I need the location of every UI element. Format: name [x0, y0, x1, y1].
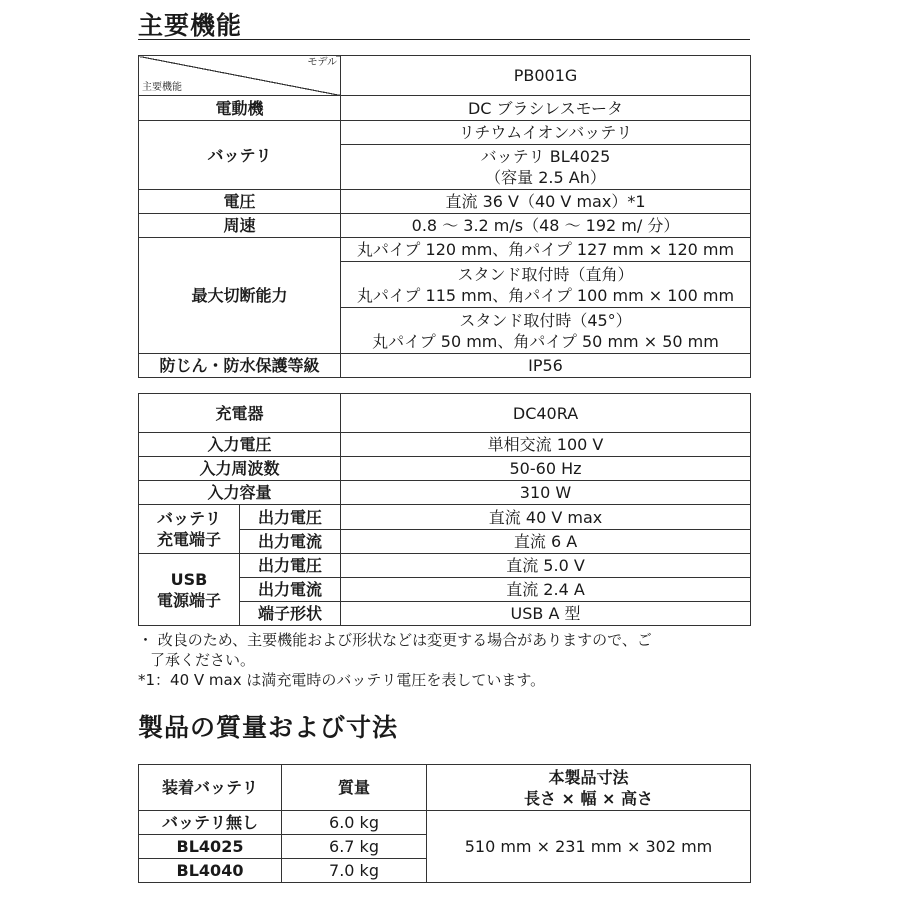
ip-value: IP56	[341, 354, 751, 378]
col-header-weight: 質量	[282, 765, 427, 811]
cut-stand-45-title: スタンド取付時（45°）	[459, 310, 632, 330]
usb-out-current-value: 直流 2.4 A	[341, 578, 751, 602]
usb-out-current-label: 出力電流	[240, 578, 341, 602]
input-capacity-label: 入力容量	[139, 481, 341, 505]
row-battery-none: バッテリ無し	[139, 811, 282, 835]
dimensions-header-line1: 本製品寸法	[548, 767, 629, 787]
note-improvement-cont: 了承ください。	[150, 651, 256, 669]
row-battery-bl4040: BL4040	[139, 859, 282, 883]
corner-model-label: モデル	[307, 57, 337, 68]
usb-terminal-line2: 電源端子	[156, 590, 221, 610]
spec-table	[138, 55, 751, 378]
table-row	[139, 811, 751, 835]
corner-function-label: 主要機能	[142, 82, 182, 93]
input-voltage-label: 入力電圧	[139, 433, 341, 457]
battery-model-line: バッテリ BL4025	[480, 147, 611, 166]
model-value: PB001G	[341, 56, 751, 96]
dimensions-value: 510 mm × 231 mm × 302 mm	[427, 811, 751, 883]
section-title-weight-dimensions: 製品の質量および寸法	[138, 713, 399, 742]
weight-table	[138, 764, 751, 883]
input-frequency-label: 入力周波数	[139, 457, 341, 481]
battery-out-current-value: 直流 6 A	[341, 530, 751, 554]
usb-terminal-shape-label: 端子形状	[240, 602, 341, 626]
section-title-main-functions: 主要機能	[138, 11, 243, 40]
usb-out-voltage-value: 直流 5.0 V	[341, 554, 751, 578]
cut-stand-right-angle-title: スタンド取付時（直角）	[457, 264, 634, 284]
speed-label: 周速	[139, 214, 341, 238]
note-improvement: ・ 改良のため、主要機能および形状などは変更する場合がありますので、ご	[138, 631, 652, 649]
voltage-value: 直流 36 V（40 V max）*1	[341, 190, 751, 214]
input-frequency-value: 50-60 Hz	[341, 457, 751, 481]
notes	[138, 630, 752, 690]
input-voltage-value: 単相交流 100 V	[341, 433, 751, 457]
speed-value: 0.8 ～ 3.2 m/s（48 ～ 192 m/ 分）	[341, 214, 751, 238]
row-weight-none: 6.0 kg	[282, 811, 427, 835]
motor-value: DC ブラシレスモータ	[341, 96, 751, 121]
note-footnote-1: *1：40 V max は満充電時のバッテリ電圧を表しています。	[138, 671, 546, 689]
cut-capacity-stand-45	[341, 308, 751, 354]
charger-model-value: DC40RA	[341, 394, 751, 433]
cut-stand-right-angle-value: 丸パイプ 115 mm、角パイプ 100 mm × 100 mm	[356, 285, 735, 305]
motor-label: 電動機	[139, 96, 341, 121]
battery-terminal-line2: 充電端子	[156, 530, 221, 549]
battery-label: バッテリ	[139, 121, 341, 190]
usb-terminal-line1: USB	[170, 569, 208, 589]
cut-capacity-stand-right-angle	[341, 262, 751, 308]
charger-table	[138, 393, 751, 626]
battery-type-value: リチウムイオンバッテリ	[341, 121, 751, 145]
ip-label: 防じん・防水保護等級	[139, 354, 341, 378]
usb-terminal-shape-value: USB A 型	[341, 602, 751, 626]
charger-label: 充電器	[139, 394, 341, 433]
row-weight-bl4025: 6.7 kg	[282, 835, 427, 859]
table-corner	[139, 56, 341, 96]
title-rule	[138, 39, 750, 40]
row-battery-bl4025: BL4025	[139, 835, 282, 859]
row-weight-bl4040: 7.0 kg	[282, 859, 427, 883]
battery-out-voltage-value: 直流 40 V max	[341, 505, 751, 530]
col-header-battery: 装着バッテリ	[139, 765, 282, 811]
cut-capacity-standard: 丸パイプ 120 mm、角パイプ 127 mm × 120 mm	[341, 238, 751, 262]
battery-terminal-line1: バッテリ	[156, 509, 221, 528]
dimensions-header-line2: 長さ × 幅 × 高さ	[523, 788, 654, 808]
battery-out-voltage-label: 出力電圧	[240, 505, 341, 530]
usb-terminal-label	[139, 554, 240, 626]
battery-terminal-label	[139, 505, 240, 554]
col-header-dimensions	[427, 765, 751, 811]
battery-model-value	[341, 145, 751, 190]
input-capacity-value: 310 W	[341, 481, 751, 505]
cut-stand-45-value: 丸パイプ 50 mm、角パイプ 50 mm × 50 mm	[372, 331, 719, 351]
battery-capacity-line: （容量 2.5 Ah）	[485, 168, 606, 187]
battery-out-current-label: 出力電流	[240, 530, 341, 554]
voltage-label: 電圧	[139, 190, 341, 214]
cut-capacity-label: 最大切断能力	[139, 238, 341, 354]
usb-out-voltage-label: 出力電圧	[240, 554, 341, 578]
